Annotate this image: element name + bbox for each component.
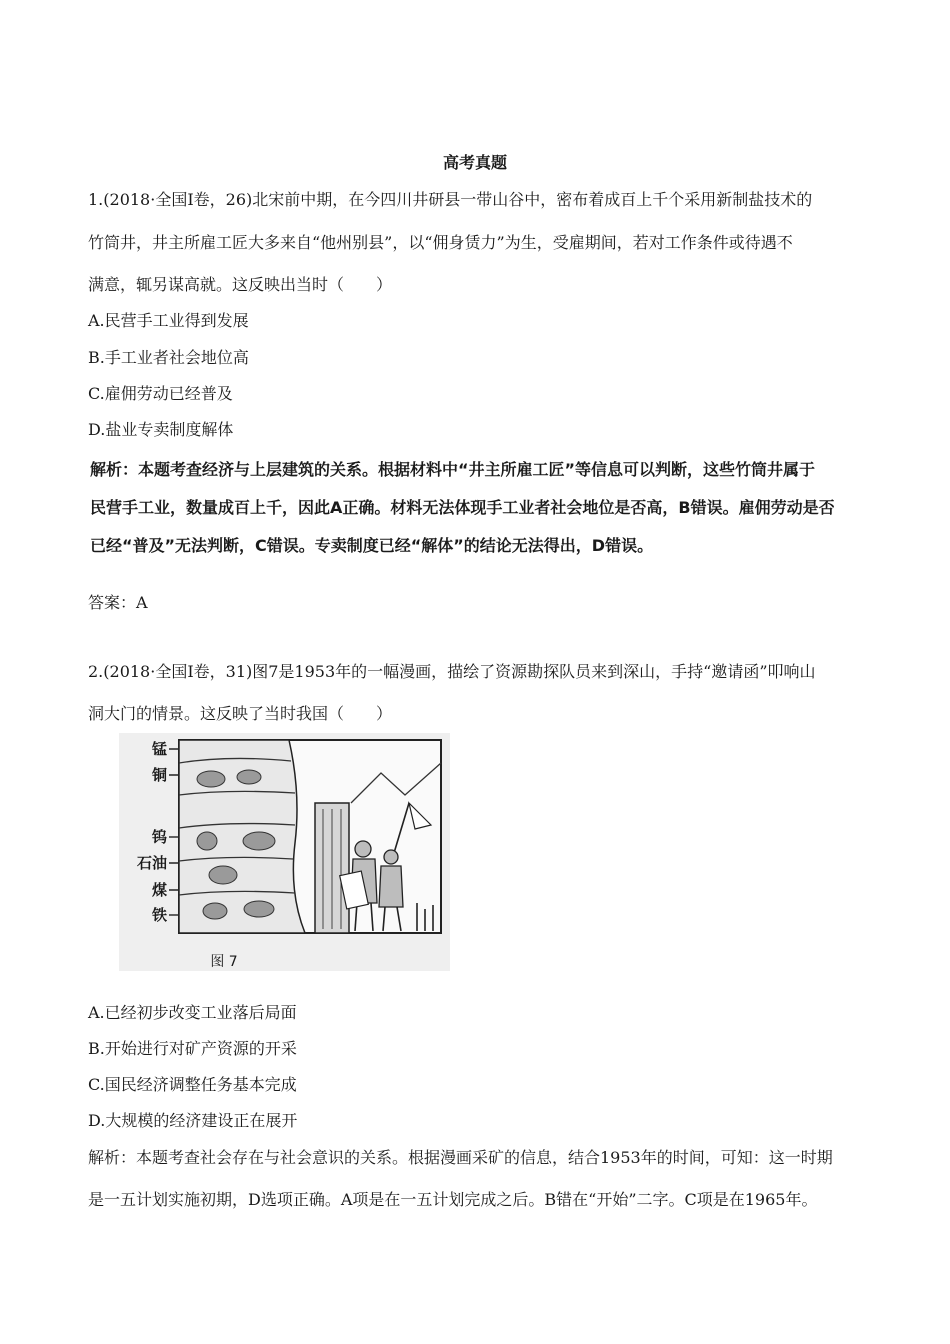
- q1-answer: 答案：A: [88, 593, 148, 612]
- q1-analysis-line-2: 民营手工业，数量成百上千，因此A正确。材料无法体现手工业者社会地位是否高，B错误。雇佣劳动是否: [90, 498, 835, 517]
- q1-stem-line-3: 满意，辄另谋高就。这反映出当时（ ）: [88, 275, 393, 294]
- q2-analysis-line-1: 解析：本题考查社会存在与社会意识的关系。根据漫画采矿的信息，结合1953年的时间，可知：这一时期: [88, 1148, 833, 1167]
- q1-option-b: B.手工业者社会地位高: [88, 348, 249, 367]
- q2-stem-line-2: 洞大门的情景。这反映了当时我国（ ）: [88, 704, 393, 723]
- q2-option-c: C.国民经济调整任务基本完成: [88, 1075, 297, 1094]
- q2-analysis-line-2: 是一五计划实施初期，D选项正确。A项是在一五计划完成之后。B错在“开始”二字。C项是在1965年。: [88, 1190, 818, 1209]
- cartoon-figure: [119, 733, 450, 971]
- figure-label-tungsten: 钨: [151, 828, 167, 846]
- q2-option-b: B.开始进行对矿产资源的开采: [88, 1039, 297, 1058]
- figure-label-manganese: 锰: [151, 740, 167, 758]
- figure-label-iron: 铁: [151, 906, 167, 924]
- q1-stem-line-1: 1.(2018·全国I卷，26)北宋前中期，在今四川井研县一带山谷中，密布着成百上千个采用新制盐技术的: [88, 190, 813, 209]
- page-title: 高考真题: [442, 153, 507, 172]
- q1-analysis-line-1: 解析：本题考查经济与上层建筑的关系。根据材料中“井主所雇工匠”等信息可以判断，这些竹筒井属于: [90, 460, 816, 479]
- figure-label-copper: 铜: [151, 766, 167, 784]
- q2-option-a: A.已经初步改变工业落后局面: [88, 1003, 297, 1022]
- figure-label-coal: 煤: [151, 881, 167, 899]
- q2-stem-line-1: 2.(2018·全国I卷，31)图7是1953年的一幅漫画，描绘了资源勘探队员来到深山，手持“邀请函”叩响山: [88, 662, 816, 681]
- q1-stem-line-2: 竹筒井，井主所雇工匠大多来自“他州别县”，以“佣身赁力”为生，受雇期间，若对工作条件或待遇不: [88, 233, 793, 252]
- q2-option-d: D.大规模的经济建设正在展开: [88, 1111, 298, 1130]
- q1-analysis-line-3: 已经“普及”无法判断，C错误。专卖制度已经“解体”的结论无法得出，D错误。: [90, 536, 654, 555]
- q1-option-a: A.民营手工业得到发展: [88, 311, 249, 330]
- cartoon-illustration: [119, 733, 450, 971]
- figure-label-petroleum: 石油: [136, 854, 167, 872]
- q1-option-c: C.雇佣劳动已经普及: [88, 384, 233, 403]
- q1-option-d: D.盐业专卖制度解体: [88, 420, 234, 439]
- figure-caption: 图 7: [210, 954, 238, 970]
